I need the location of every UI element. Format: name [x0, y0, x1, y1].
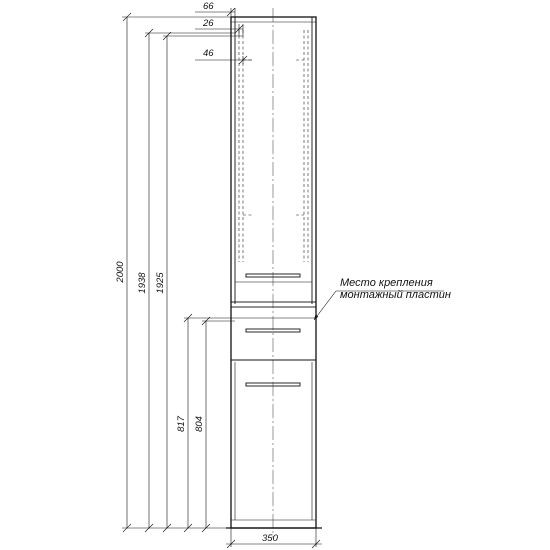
dimension-817-label: 817 — [176, 416, 187, 432]
dimension-350-label: 350 — [262, 533, 278, 544]
dimension-2000-label: 2000 — [115, 261, 126, 283]
dimension-804-label: 804 — [194, 416, 205, 432]
mounting-rail — [231, 302, 316, 307]
dimension-804 — [202, 317, 235, 532]
dimension-1938-label: 1938 — [137, 272, 148, 294]
dimension-46-label: 46 — [203, 48, 214, 59]
dimension-817 — [184, 314, 231, 532]
mounting-note-line2: монтажный пластин — [340, 289, 451, 301]
dimension-66 — [195, 8, 235, 17]
cabinet-body — [231, 8, 316, 538]
cabinet-outline — [231, 17, 316, 528]
dimension-66-label: 66 — [203, 1, 214, 12]
dimension-1925-label: 1925 — [155, 272, 166, 294]
mounting-note-line1: Место крепления — [340, 277, 433, 289]
dimension-26-label: 26 — [203, 18, 214, 29]
